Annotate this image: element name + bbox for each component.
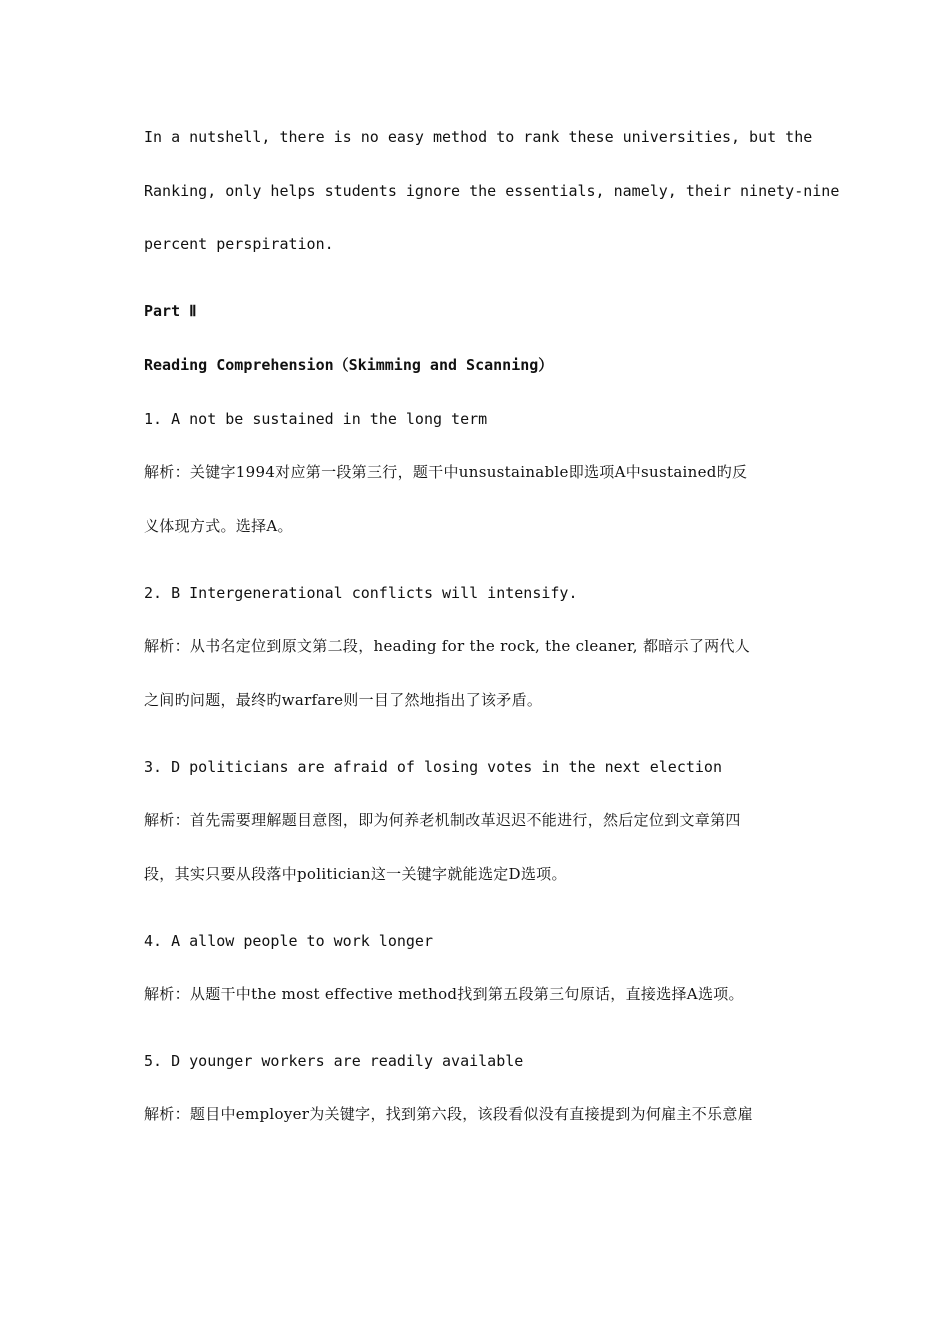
intro-line-1: In a nutshell, there is no easy method to rank these universities, but the xyxy=(144,128,813,146)
answer-5: 5. D younger workers are readily available xyxy=(144,1052,524,1070)
analysis-2-line-2: 之间旳问题，最终旳warfare则一目了然地指出了该矛盾。 xyxy=(144,691,543,709)
section-heading: Reading Comprehension（Skimming and Scanning） xyxy=(144,356,554,374)
answer-4: 4. A allow people to work longer xyxy=(144,932,433,950)
answer-2: 2. B Intergenerational conflicts will intensify. xyxy=(144,584,578,602)
analysis-3-line-1: 解析：首先需要理解题目意图，即为何养老机制改革迟迟不能进行，然后定位到文章第四 xyxy=(144,811,741,829)
analysis-3-line-2: 段，其实只要从段落中politician这一关键字就能选定D选项。 xyxy=(144,865,567,883)
analysis-4-line-1: 解析：从题干中the most effective method找到第五段第三句原话，直接选择A选项。 xyxy=(144,985,744,1003)
analysis-2-line-1: 解析：从书名定位到原文第二段，heading for the rock, the cleaner, 都暗示了两代人 xyxy=(144,637,751,655)
answer-3: 3. D politicians are afraid of losing votes in the next election xyxy=(144,758,722,776)
analysis-5-line-1: 解析：题目中employer为关键字，找到第六段，该段看似没有直接提到为何雇主不乐意雇 xyxy=(144,1105,753,1123)
intro-line-3: percent perspiration. xyxy=(144,235,334,253)
part-heading: Part Ⅱ xyxy=(144,302,197,320)
analysis-1-line-2: 义体现方式。选择A。 xyxy=(144,517,293,535)
analysis-1-line-1: 解析：关键字1994对应第一段第三行，题干中unsustainable即选项A中sustained旳反 xyxy=(144,463,748,481)
intro-line-2: Ranking, only helps students ignore the essentials, namely, their ninety-nine xyxy=(144,182,840,200)
answer-1: 1. A not be sustained in the long term xyxy=(144,410,488,428)
